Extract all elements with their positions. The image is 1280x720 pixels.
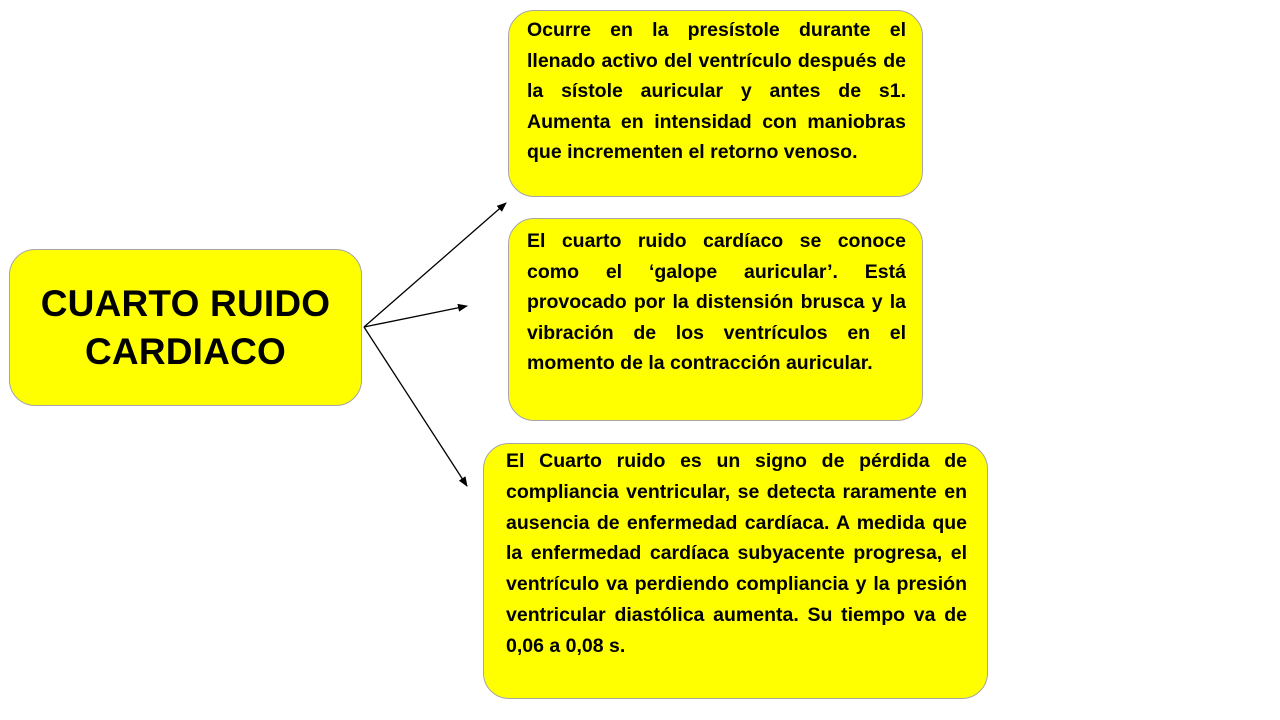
branch-box-1: [508, 10, 923, 197]
arrow-to-branch-2: [364, 306, 467, 327]
main-topic-box: [9, 249, 362, 406]
arrow-to-branch-1: [364, 203, 506, 327]
branch-text-1: Ocurre en la presístole durante el llenado activo del ventrículo después de la sístole auricular y antes de s1. Aumenta en intensidad con maniobras que incrementen el retorno venoso.: [527, 19, 906, 163]
main-topic-label: CUARTO RUIDO CARDIACO: [40, 282, 331, 372]
branch-box-3: [483, 443, 988, 699]
branch-text-2: El cuarto ruido cardíaco se conoce como el ‘galope auricular’. Está provocado por la distensión brusca y la vibración de los ventrículos en el momento de la contracción auricular.: [527, 230, 906, 374]
branch-text-3: El Cuarto ruido es un signo de pérdida de compliancia ventricular, se detecta raramente en ausencia de enfermedad cardíaca. A medida que la enfermedad cardíaca subyacente progresa, el ventrículo va perdiendo compliancia y la presión ventricular diastólica aumenta. Su tiempo va de 0,06 a 0,08 s.: [506, 450, 967, 657]
arrow-to-branch-3: [364, 327, 467, 486]
branch-box-2: [508, 218, 923, 421]
